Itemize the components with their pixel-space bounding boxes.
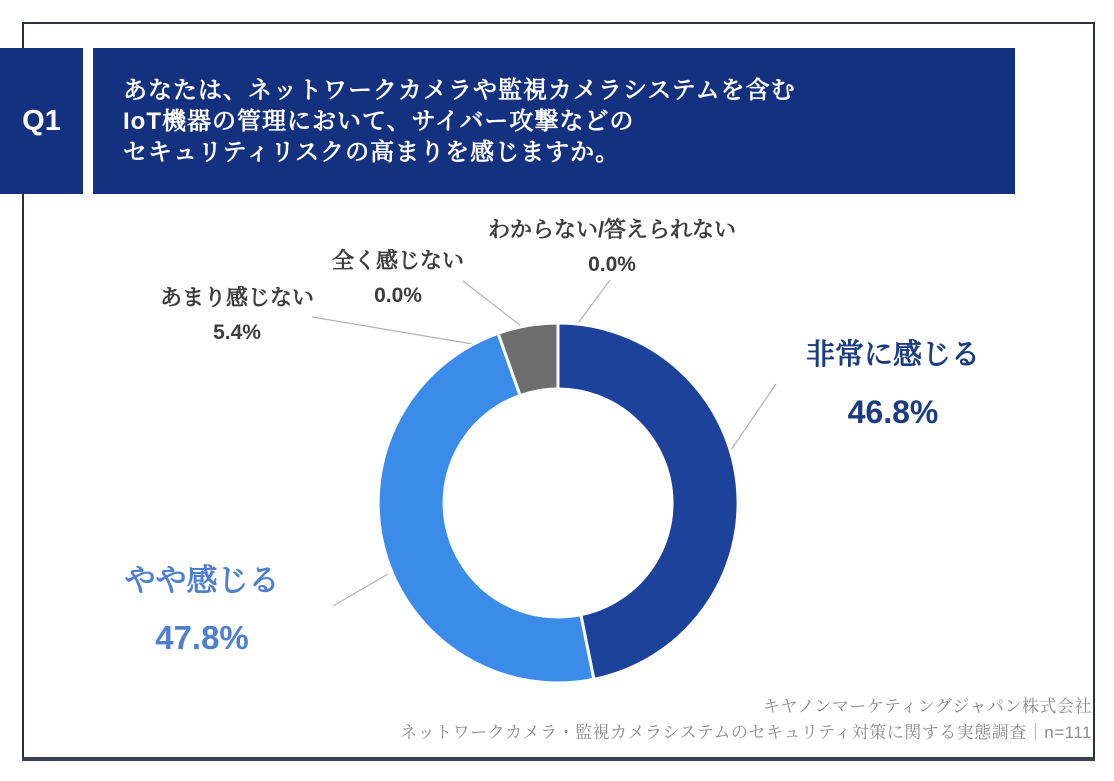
callout-percent: 5.4% bbox=[213, 321, 261, 344]
question-banner bbox=[93, 48, 1015, 194]
callout-wakaranai bbox=[452, 217, 772, 278]
callout-label: 非常に感じる bbox=[805, 339, 980, 371]
callout-label: 全く感じない bbox=[331, 248, 464, 273]
question-line-3: セキュリティリスクの高まりを感じますか。 bbox=[123, 138, 621, 166]
question-number-badge: Q1 bbox=[0, 48, 83, 194]
donut-segments-group bbox=[378, 323, 738, 683]
callout-label: わからない/答えられない bbox=[487, 217, 737, 242]
callout-percent: 47.8% bbox=[155, 619, 249, 656]
question-line-1: あなたは、ネットワークカメラや監視カメラシステムを含む bbox=[123, 76, 796, 104]
callout-percent: 0.0% bbox=[588, 253, 636, 276]
callout-yaya-kanjiru bbox=[62, 563, 342, 657]
callout-percent: 0.0% bbox=[374, 284, 422, 307]
footer-survey-line: ネットワークカメラ・監視カメラシステムのセキュリティ対策に関する実態調査｜n=111 bbox=[400, 723, 1092, 742]
callout-hijou-ni-kanjiru bbox=[753, 338, 1033, 430]
footer-company-line: キヤノンマーケティングジャパン株式会社 bbox=[762, 697, 1092, 716]
question-line-2: IoT機器の管理において、サイバー攻撃などの bbox=[123, 107, 635, 135]
callout-label: やや感じる bbox=[124, 563, 280, 598]
donut-segment-0 bbox=[558, 323, 738, 679]
footer bbox=[400, 694, 1092, 746]
callout-percent: 46.8% bbox=[847, 394, 939, 430]
callout-label: あまり感じない bbox=[159, 285, 314, 310]
